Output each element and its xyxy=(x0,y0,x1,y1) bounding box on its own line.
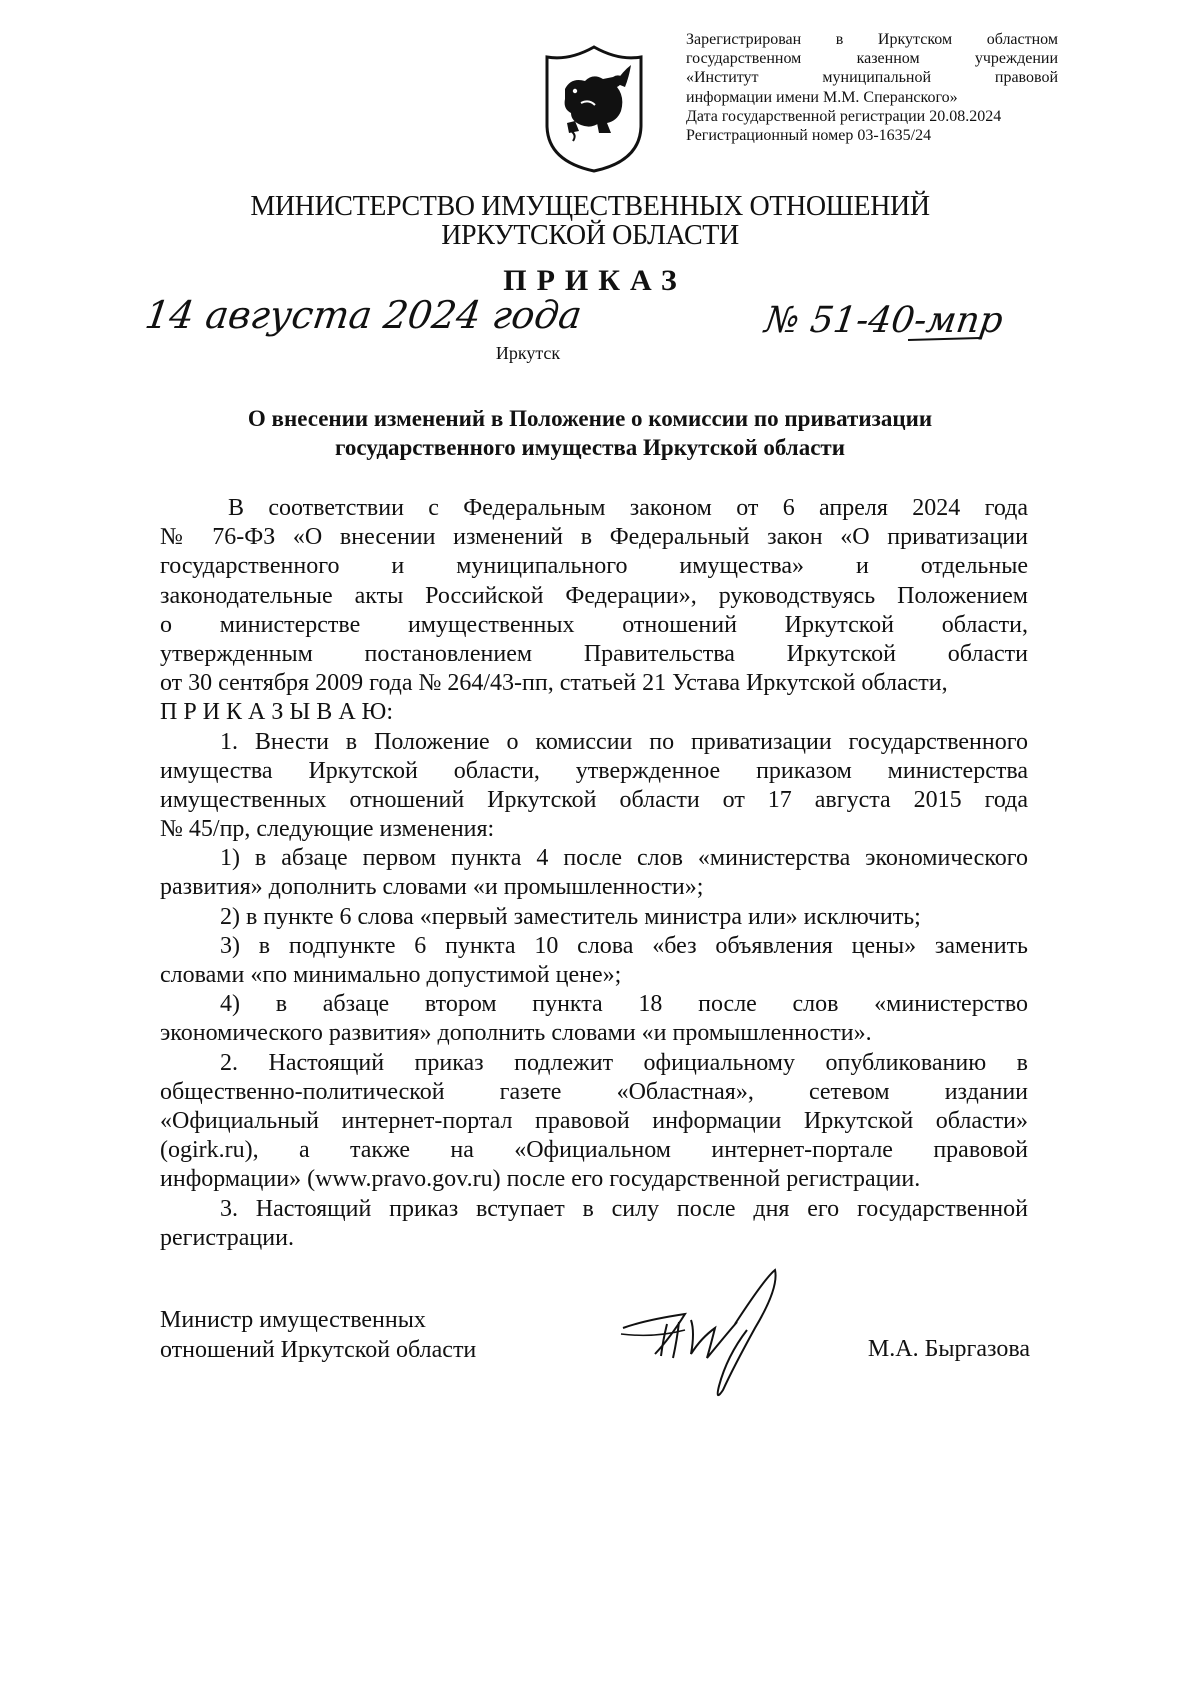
body-line: о министерстве имущественных отношений Иркутской области, xyxy=(160,611,1028,638)
registration-line: Зарегистрирован в Иркутском областном xyxy=(686,31,1058,48)
order-body xyxy=(160,494,1028,1253)
body-line: 4) в абзаце втором пункта 18 после слов «министерство xyxy=(220,991,1028,1018)
coat-of-arms-icon xyxy=(541,43,648,173)
body-line: развития» дополнить словами «и промышленности»; xyxy=(160,874,704,901)
handwritten-signature xyxy=(615,1258,790,1404)
body-line: законодательные акты Российской Федерации», руководствуясь Положением xyxy=(160,582,1028,609)
body-line: (ogirk.ru), а также на «Официальном интернет-портале правовой xyxy=(160,1137,1028,1164)
registration-number: Регистрационный номер 03-1635/24 xyxy=(686,127,932,145)
body-line: экономического развития» дополнить словами «и промышленности». xyxy=(160,1020,872,1047)
registration-line: «Институт муниципальной правовой xyxy=(686,69,1058,87)
body-line: 3. Настоящий приказ вступает в силу после дня его государственной xyxy=(220,1195,1028,1222)
body-line: от 30 сентября 2009 года № 264/43-пп, статьей 21 Устава Иркутской области, xyxy=(160,670,948,697)
body-line: 2) в пункте 6 слова «первый заместитель министра или» исключить; xyxy=(220,903,921,930)
body-line: имущества Иркутской области, утвержденное приказом министерства xyxy=(160,757,1028,784)
signatory-name: М.А. Быргазова xyxy=(867,1336,1030,1362)
body-line: № 45/пр, следующие изменения: xyxy=(160,816,495,843)
city: Иркутск xyxy=(495,343,561,363)
signatory-title-line1: Министр имущественных xyxy=(160,1307,426,1333)
signatory-title xyxy=(160,1306,580,1365)
signatory-title-line2: отношений Иркутской области xyxy=(160,1336,477,1363)
body-line: № 76-ФЗ «О внесении изменений в Федеральный закон «О приватизации xyxy=(160,524,1028,551)
order-title: ПРИКАЗ xyxy=(503,264,687,297)
body-line: общественно-политической газете «Областная», сетевом издании xyxy=(160,1078,1028,1105)
ministry-name-line2: ИРКУТСКОЙ ОБЛАСТИ xyxy=(441,220,739,251)
handwritten-date xyxy=(142,276,585,346)
body-line: 1. Внести в Положение о комиссии по приватизации государственного xyxy=(220,728,1028,755)
handwritten-number xyxy=(760,286,1006,352)
body-line: имущественных отношений Иркутской области от 17 августа 2015 года xyxy=(160,786,1028,813)
body-line: 2. Настоящий приказ подлежит официальному опубликованию в xyxy=(220,1049,1028,1076)
registration-line: информации имени М.М. Сперанского» xyxy=(686,88,958,106)
body-line: государственного и муниципального имущества» и отдельные xyxy=(160,553,1028,580)
body-line: словами «по минимально допустимой цене»; xyxy=(160,962,622,988)
body-line: В соответствии с Федеральным законом от 6 апреля 2024 года xyxy=(228,495,1028,521)
body-line: «Официальный интернет-портал правовой информации Иркутской области» xyxy=(160,1107,1028,1134)
order-directive: П Р И К А З Ы В А Ю: xyxy=(160,699,393,726)
subject-line2: государственного имущества Иркутской области xyxy=(335,435,845,460)
ministry-name-line1: МИНИСТЕРСТВО ИМУЩЕСТВЕННЫХ ОТНОШЕНИЙ xyxy=(250,191,930,222)
body-line: 1) в абзаце первом пункта 4 после слов «министерства экономического xyxy=(220,845,1028,872)
subject-line1: О внесении изменений в Положение о комиссии по приватизации xyxy=(247,406,933,431)
registration-date: Дата государственной регистрации 20.08.2024 xyxy=(686,107,1002,125)
body-line: утвержденным постановлением Правительства Иркутской области xyxy=(160,640,1028,667)
handwritten-date-text: 14 августа 2024 года xyxy=(142,294,585,338)
registration-stamp xyxy=(686,30,1058,145)
registration-line: государственном казенном учреждении xyxy=(686,50,1058,68)
handwritten-number-text: № 51-40-мпр xyxy=(762,298,1006,341)
body-line: 3) в подпункте 6 пункта 10 слова «без объявления цены» заменить xyxy=(220,932,1028,959)
body-line: информации» (www.pravo.gov.ru) после его государственной регистрации. xyxy=(160,1166,921,1193)
body-line: регистрации. xyxy=(160,1224,294,1251)
